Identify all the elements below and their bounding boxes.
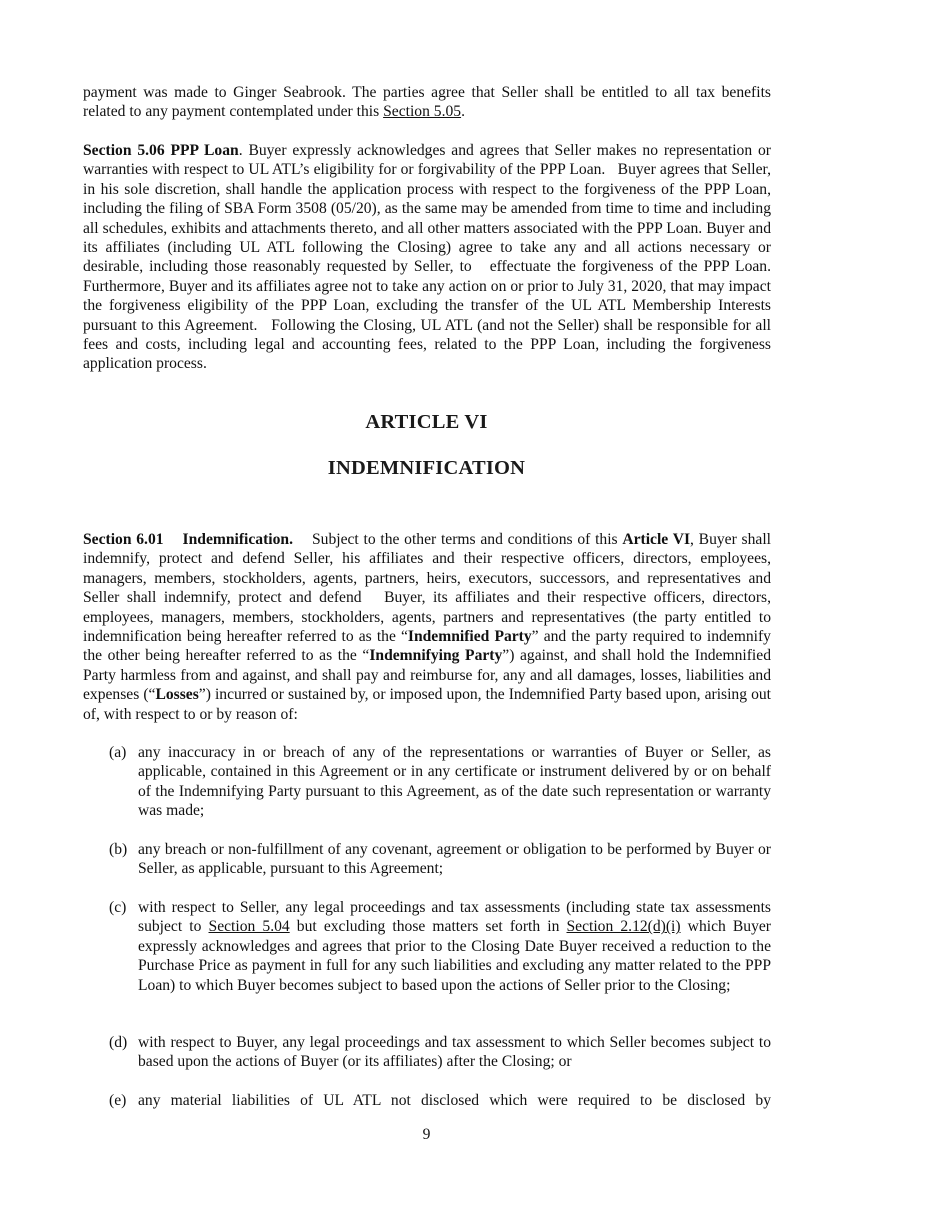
defined-term-indemnifying-party: Indemnifying Party	[369, 647, 503, 665]
list-item-a	[109, 743, 771, 821]
list-item-b	[109, 840, 771, 879]
section-601-paragraph	[83, 530, 775, 724]
article-vi-reference: Article VI	[622, 531, 691, 548]
list-item-label: (d)	[109, 1034, 128, 1051]
list-item-text-part: which Buyer expressly acknowledges and agrees that prior to the Closing Date Buyer received a reduction to the Purchase Price as payment in full for any such liabilities and excluding any matter related to the PPP Loan) to which Buyer becomes subject to based upon the actions of Seller prior to the Closing;	[138, 918, 771, 994]
article-title: INDEMNIFICATION	[327, 457, 526, 479]
continued-paragraph	[83, 83, 771, 122]
list-item-text: with respect to Buyer, any legal proceedings and tax assessment to which Seller becomes subject to based upon the actions of Buyer (or its affiliates) after the Closing; or	[138, 1034, 771, 1071]
list-item-text: any breach or non-fulfillment of any covenant, agreement or obligation to be performed by Buyer or Seller, as applicable, pursuant to this Agreement;	[138, 841, 771, 878]
list-item-label: (a)	[109, 744, 127, 761]
paragraph-text: ” and the party required to indemnify the other being hereafter referred to as the “	[83, 628, 771, 665]
paragraph-text: .	[461, 103, 465, 121]
page-number: 9	[422, 1126, 431, 1143]
section-601-heading: Section 6.01 Indemnification.	[83, 531, 293, 548]
paragraph-text: payment was made to Ginger Seabrook. The parties agree that Seller shall be entitled to all tax benefits related to any payment contemplated under this	[83, 84, 771, 121]
defined-term-indemnified-party: Indemnified Party	[407, 628, 532, 646]
section-505-link[interactable]: Section 5.05	[383, 103, 462, 121]
paragraph-text: ”) against, and shall hold the Indemnified Party harmless from and against, and shall pay and reimburse for, any and all damages, losses, liabilities and expenses (“	[83, 647, 771, 704]
list-item-text: any inaccuracy in or breach of any of the representations or warranties of Buyer or Seller, as applicable, contained in this Agreement or in any certificate or instrument delivered by or on behalf of the Indemnifying Party pursuant to this Agreement, as of the date such representation or warranty was made;	[138, 744, 771, 820]
list-item-label: (c)	[109, 899, 127, 916]
paragraph-text: ”) incurred or sustained by, or imposed upon, the Indemnified Party based upon, arising out of, with respect to or by reason of:	[83, 686, 771, 723]
list-item-label: (b)	[109, 841, 128, 858]
section-506-body: . Buyer expressly acknowledges and agrees that Seller makes no representation or warranties with respect to UL ATL’s eligibility for or forgivability of the PPP Loan. Buyer agrees that Seller, in his sole discretion, shall handle the application process with respect to the forgiveness of the PPP Loan, including the filing of SBA Form 3508 (05/20), as the same may be amended from time to time and including all schedules, exhibits and attachments thereto, and all other matters associated with the PPP Loan. Buyer and its affiliates (including UL ATL following the Closing) agree to take any and all actions necessary or desirable, including those reasonably requested by Seller, to effectuate the forgiveness of the PPP Loan. Furthermore, Buyer and its affiliates agree not to take any action on or prior to July 31, 2020, that may impact the forgiveness eligibility of the PPP Loan, excluding the transfer of the UL ATL Membership Interests pursuant to this Agreement. Following the Closing, UL ATL (and not the Seller) shall be responsible for all fees and costs, including legal and accounting fees, related to the PPP Loan, including the forgiveness application process.	[83, 142, 775, 373]
list-item-text: any material liabilities of UL ATL not disclosed which were required to be disclosed by	[138, 1092, 771, 1109]
section-506-paragraph	[83, 141, 775, 374]
section-506-heading: Section 5.06 PPP Loan	[83, 142, 239, 159]
section-504-link[interactable]: Section 5.04	[208, 918, 290, 936]
list-item-c	[109, 898, 771, 995]
article-number: ARTICLE VI	[365, 411, 488, 433]
section-212di-link[interactable]: Section 2.12(d)(i)	[566, 918, 681, 936]
paragraph-text: , Buyer shall indemnify, protect and defend Seller, his affiliates and their respective officers, directors, employees, managers, members, stockholders, agents, partners, heirs, executors, successors, and representatives and Seller shall indemnify, protect and defend Buyer, its affiliates and their respective officers, directors, employees, managers, members, stockholders, agents, partners and representatives (the party entitled to indemnification being hereafter referred to as the “	[83, 531, 775, 646]
paragraph-text: Subject to the other terms and conditions of this	[293, 531, 623, 548]
list-item-text-part: with respect to Seller, any legal proceedings and tax assessments (including state tax assessments subject to	[138, 899, 771, 936]
defined-term-losses: Losses	[155, 686, 199, 704]
list-item-text	[138, 898, 771, 995]
list-item-d	[109, 1033, 771, 1072]
list-item-e	[109, 1091, 771, 1110]
list-item-label: (e)	[109, 1092, 127, 1109]
list-item-text-part: but excluding those matters set forth in	[289, 918, 567, 936]
